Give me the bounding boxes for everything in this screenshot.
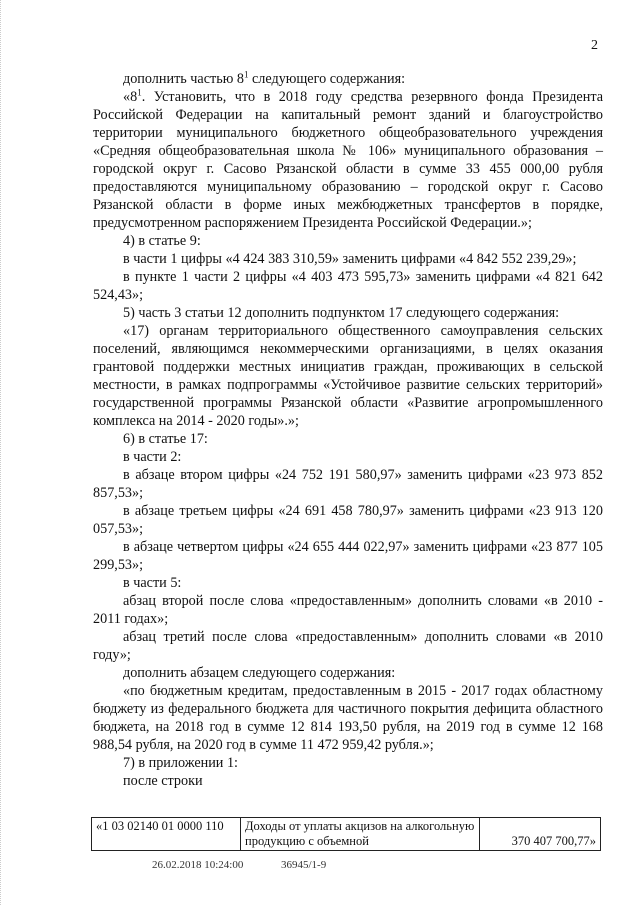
page-number: 2 — [591, 38, 598, 53]
table-row — [92, 818, 601, 851]
paragraph: после строки — [123, 773, 203, 789]
paragraph: 5) часть 3 статьи 12 дополнить подпунктом 17 следующего содержания: — [123, 305, 560, 321]
paragraph: в части 5: — [123, 575, 182, 591]
paragraph: «$8^1$. Установить, что в 2018 году средства резервного фонда Президента Российской Федерации на капитальный ремонт зданий и благоустройство территории муниципального бюджетного общеобразовательного учреждения «Средняя общеобразовательная школа № 106» муниципального образования – городской округ г. Сасово Рязанской области в сумме 33 455 000,00 рубля предоставляются муниципальному образованию – городской округ г. Сасово Рязанской области в форме иных межбюджетных трансфертов в порядке, предусмотренном распоряжением Президента Российской Федерации.»; — [93, 87, 603, 231]
paragraph: абзац второй после слова «предоставленным» дополнить словами «в 2010 - 2011 годах»; — [93, 593, 603, 627]
budget-code-cell: «1 03 02140 01 0000 110 — [92, 818, 241, 851]
paragraph: 6) в статье 17: — [123, 431, 208, 447]
footer-date: 26.02.2018 10:24:00 — [152, 859, 244, 871]
paragraph: абзац третий после слова «предоставленным» дополнить словами «в 2010 году»; — [93, 629, 603, 663]
paragraph: в пункте 1 части 2 цифры «4 403 473 595,73» заменить цифрами «4 821 642 524,43»; — [93, 269, 603, 303]
footer-doc-number: 36945/1-9 — [281, 859, 327, 871]
paragraph: «17) органам территориального общественного самоуправления сельских поселений, являющимся некоммерческими организациями, в целях оказания грантовой поддержки местных инициатив граждан, проживающих в сельской местности, в рамках подпрограммы «Устойчивое развитие сельских территорий» государственной программы Рязанской области «Развитие агропромышленного комплекса на 2014 - 2020 годы».»; — [93, 323, 603, 429]
paragraph: в части 2: — [123, 449, 182, 465]
paragraph: в абзаце третьем цифры «24 691 458 780,97» заменить цифрами «23 913 120 057,53»; — [93, 503, 603, 537]
paragraph: «по бюджетным кредитам, предоставленным в 2015 - 2017 годах областному бюджету из федерального бюджета для частичного покрытия дефицита областного бюджета, на 2018 год в сумме 12 814 193,50 рубля, на 2019 год в сумме 12 168 988,54 рубля, на 2020 год в сумме 11 472 959,42 рубля.»; — [93, 683, 603, 753]
amount-cell: 370 407 700,77» — [480, 818, 601, 851]
paragraph: дополнить абзацем следующего содержания: — [123, 665, 396, 681]
paragraph: 4) в статье 9: — [123, 233, 201, 249]
paragraph: в абзаце четвертом цифры «24 655 444 022,97» заменить цифрами «23 877 105 299,53»; — [93, 539, 603, 573]
paragraph: в части 1 цифры «4 424 383 310,59» заменить цифрами «4 842 552 239,29»; — [123, 251, 577, 267]
revenue-code-table — [91, 817, 601, 851]
paragraph: в абзаце втором цифры «24 752 191 580,97» заменить цифрами «23 973 852 857,53»; — [93, 467, 603, 501]
paragraph: дополнить частью $8^1$ следующего содержания: — [123, 69, 406, 87]
document-body — [93, 70, 603, 790]
description-cell: Доходы от уплаты акцизов на алкогольную продукцию с объемной — [241, 818, 480, 851]
paragraph: 7) в приложении 1: — [123, 755, 238, 771]
page-left-edge — [0, 0, 7, 905]
